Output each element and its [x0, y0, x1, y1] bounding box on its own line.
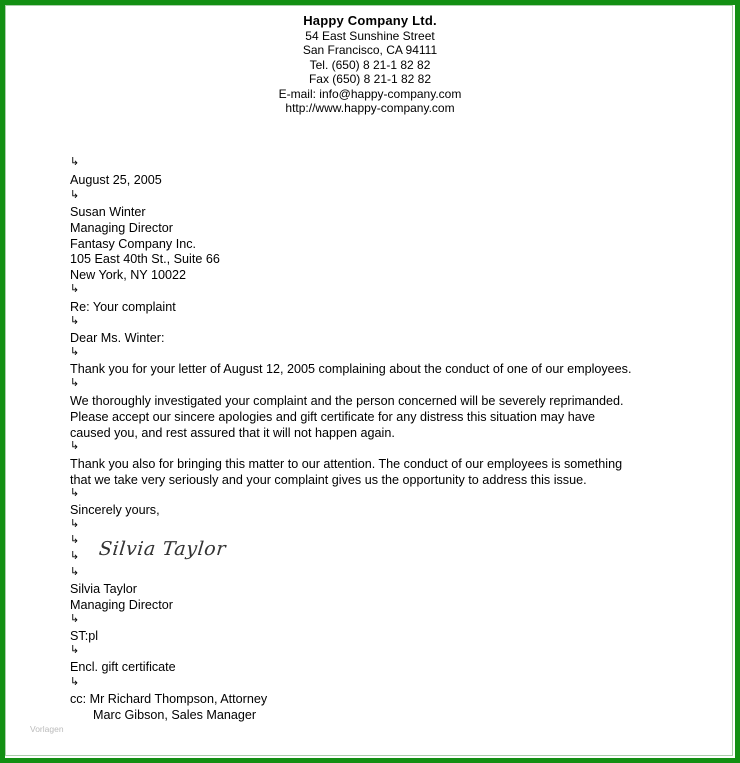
- body-paragraph-3-line-2: that we take very seriously and your complaint gives us the opportunity to address this issue.: [70, 473, 587, 487]
- company-email: E-mail: info@happy-company.com: [278, 86, 462, 101]
- recipient-city: New York, NY 10022: [70, 268, 186, 282]
- signer-title: Managing Director: [70, 598, 173, 612]
- enclosure-line: Encl. gift certificate: [70, 660, 176, 674]
- watermark: Vorlagen: [30, 724, 64, 734]
- paragraph-marker-icon: ↳: [70, 676, 80, 688]
- paragraph-marker-icon: ↳: [70, 440, 80, 452]
- paragraph-marker-icon: ↳: [70, 534, 80, 546]
- salutation: Dear Ms. Winter:: [70, 331, 165, 345]
- body-paragraph-1-line-1: Thank you for your letter of August 12, 2005 complaining about the conduct of one of our employees.: [70, 362, 632, 376]
- body-paragraph-2-line-3: caused you, and rest assured that it will not happen again.: [70, 426, 395, 440]
- company-fax: Fax (650) 8 21-1 82 82: [308, 72, 432, 86]
- paragraph-marker-icon: ↳: [70, 315, 80, 327]
- body-paragraph-3-line-1: Thank you also for bringing this matter to our attention. The conduct of our employees is something: [70, 457, 623, 471]
- recipient-title: Managing Director: [70, 221, 173, 235]
- cc-line-1: cc: Mr Richard Thompson, Attorney: [70, 692, 268, 706]
- recipient-street: 105 East 40th St., Suite 66: [70, 252, 220, 266]
- letterhead: [0, 14, 740, 116]
- recipient-name: Susan Winter: [70, 205, 146, 219]
- paragraph-marker-icon: ↳: [70, 346, 80, 358]
- company-address-2: San Francisco, CA 94111: [302, 43, 438, 57]
- signature: Silvia Taylor: [97, 538, 228, 560]
- paragraph-marker-icon: ↳: [70, 644, 80, 656]
- reference-initials: ST:pl: [70, 629, 98, 643]
- cc-line-2: Marc Gibson, Sales Manager: [93, 708, 257, 722]
- page-frame-inner: [5, 5, 733, 756]
- paragraph-marker-icon: ↳: [70, 613, 80, 625]
- company-address-1: 54 East Sunshine Street: [305, 28, 435, 43]
- recipient-company: Fantasy Company Inc.: [70, 237, 196, 251]
- paragraph-marker-icon: ↳: [70, 283, 80, 295]
- paragraph-marker-icon: ↳: [70, 566, 80, 578]
- paragraph-marker-icon: ↳: [70, 487, 80, 499]
- paragraph-marker-icon: ↳: [70, 377, 80, 389]
- letter-date: August 25, 2005: [70, 173, 162, 187]
- paragraph-marker-icon: ↳: [70, 189, 80, 201]
- company-website: http://www.happy-company.com: [285, 101, 455, 115]
- body-paragraph-2-line-2: Please accept our sincere apologies and gift certificate for any distress this situation may have: [70, 410, 596, 424]
- closing: Sincerely yours,: [70, 503, 160, 517]
- signer-name: Silvia Taylor: [70, 582, 137, 596]
- paragraph-marker-icon: ↳: [70, 550, 80, 562]
- company-tel: Tel. (650) 8 21-1 82 82: [309, 57, 431, 72]
- paragraph-marker-icon: ↳: [70, 518, 80, 530]
- body-paragraph-2-line-1: We thoroughly investigated your complaint and the person concerned will be severely reprimanded.: [70, 394, 624, 408]
- company-name: Happy Company Ltd.: [303, 13, 437, 28]
- paragraph-marker-icon: ↳: [70, 156, 80, 168]
- subject-line: Re: Your complaint: [70, 300, 176, 314]
